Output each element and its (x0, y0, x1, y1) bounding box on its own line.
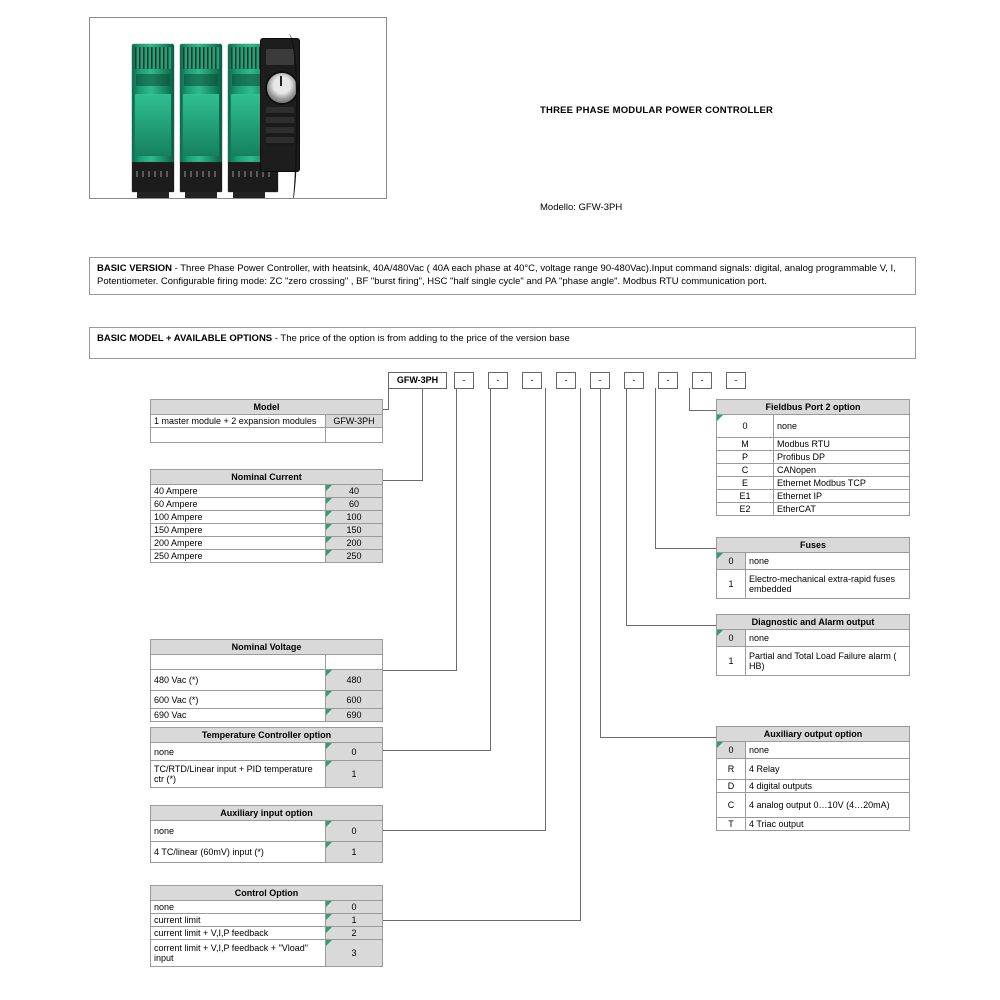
row-label: 4 Relay (746, 759, 910, 780)
table-row[interactable] (717, 415, 910, 438)
table-auxiliary-output (716, 726, 910, 831)
table-row[interactable] (151, 524, 383, 537)
row-code: M (717, 438, 774, 451)
table-fuses (716, 537, 910, 599)
table-diagnostic-alarm-header: Diagnostic and Alarm output (717, 615, 910, 630)
table-row[interactable] (151, 415, 383, 428)
row-code: C (717, 793, 746, 818)
table-row[interactable] (151, 914, 383, 927)
table-nominal-voltage (150, 639, 383, 722)
row-code: 0 (326, 743, 383, 761)
connector-auxout-v (600, 388, 601, 737)
row-code: 40 (326, 485, 383, 498)
connector-tempctrl-v (490, 388, 491, 750)
table-model-header: Model (151, 400, 383, 415)
row-code (326, 655, 383, 670)
table-nominal-current-header: Nominal Current (151, 470, 383, 485)
row-label: Ethernet Modbus TCP (774, 477, 910, 490)
table-fieldbus-port2 (716, 399, 910, 516)
table-row[interactable] (717, 759, 910, 780)
table-row[interactable] (151, 670, 383, 691)
row-code: D (717, 780, 746, 793)
row-label: CANopen (774, 464, 910, 477)
row-label (151, 428, 326, 443)
row-code: 0 (326, 901, 383, 914)
connector-fuses-h (655, 548, 717, 549)
table-row[interactable] (717, 742, 910, 759)
basic-model-note (89, 327, 916, 359)
row-code: 0 (717, 415, 774, 438)
basic-version-text: - Three Phase Power Controller, with heatsink, 40A/480Vac ( 40A each phase at 40°C, voltage range 90-480Vac).Input command signals: digital, analog programmable V, I, Potentiometer. Configurable firing mode: ZC "zero crossing" , BF "burst firing", HSC "half single cycle" and PA "phase angle". Modbus RTU communication port. (97, 263, 896, 287)
table-row[interactable] (717, 570, 910, 599)
table-row[interactable] (151, 842, 383, 863)
table-row[interactable] (717, 503, 910, 516)
row-label: none (746, 630, 910, 647)
table-row[interactable] (151, 743, 383, 761)
row-label: Modbus RTU (774, 438, 910, 451)
row-code: 1 (326, 842, 383, 863)
row-code: 1 (717, 570, 746, 599)
row-label: none (774, 415, 910, 438)
table-row[interactable] (717, 647, 910, 676)
row-label: none (151, 743, 326, 761)
table-auxiliary-input (150, 805, 383, 863)
table-row[interactable] (151, 709, 383, 722)
connector-voltage-v (456, 388, 457, 670)
model-label: Modello: GFW-3PH (540, 202, 623, 213)
row-label: none (746, 553, 910, 570)
table-row[interactable] (151, 691, 383, 709)
row-code: C (717, 464, 774, 477)
row-label: none (746, 742, 910, 759)
row-label: 690 Vac (151, 709, 326, 722)
code-sep-3[interactable]: - (522, 372, 542, 389)
row-label: none (151, 821, 326, 842)
connector-model-v (388, 388, 389, 409)
code-sep-9[interactable]: - (726, 372, 746, 389)
table-model (150, 399, 383, 443)
row-label: 250 Ampere (151, 550, 326, 563)
table-row[interactable] (151, 821, 383, 842)
code-sep-2[interactable]: - (488, 372, 508, 389)
basic-version-label: BASIC VERSION (97, 263, 172, 274)
code-sep-1[interactable]: - (454, 372, 474, 389)
connector-current-v (422, 388, 423, 480)
row-code: 150 (326, 524, 383, 537)
table-fieldbus-port2-header: Fieldbus Port 2 option (717, 400, 910, 415)
row-label: 4 Triac output (746, 818, 910, 831)
table-control-option (150, 885, 383, 967)
table-diagnostic-alarm (716, 614, 910, 676)
table-row[interactable] (151, 485, 383, 498)
row-label: 60 Ampere (151, 498, 326, 511)
connector-current-h (383, 480, 423, 481)
connector-voltage-h (383, 670, 457, 671)
connector-auxout-h (600, 737, 717, 738)
row-label: Partial and Total Load Failure alarm ( HB) (746, 647, 910, 676)
row-code: GFW-3PH (326, 415, 383, 428)
table-row[interactable] (151, 537, 383, 550)
connector-tempctrl-h (383, 750, 491, 751)
table-row[interactable] (151, 761, 383, 788)
connector-diag-v (626, 388, 627, 625)
row-code: 0 (717, 630, 746, 647)
table-row[interactable] (717, 464, 910, 477)
row-code: 0 (326, 821, 383, 842)
connector-control-v (580, 388, 581, 920)
table-auxiliary-input-header: Auxiliary input option (151, 806, 383, 821)
row-code: 0 (717, 742, 746, 759)
row-label: Ethernet IP (774, 490, 910, 503)
table-row[interactable] (717, 793, 910, 818)
row-code: E (717, 477, 774, 490)
row-label (151, 655, 326, 670)
table-nominal-current (150, 469, 383, 563)
row-label: 480 Vac (*) (151, 670, 326, 691)
code-sep-4[interactable]: - (556, 372, 576, 389)
row-code: E1 (717, 490, 774, 503)
row-code: 1 (717, 647, 746, 676)
code-sep-5[interactable]: - (590, 372, 610, 389)
row-label: TC/RTD/Linear input + PID temperature ctr (*) (151, 761, 326, 788)
row-label: 4 digital outputs (746, 780, 910, 793)
power-module-1 (132, 44, 174, 192)
table-control-option-header: Control Option (151, 886, 383, 901)
table-row[interactable] (151, 498, 383, 511)
device-illustration (132, 32, 297, 192)
connector-fuses-v (655, 388, 656, 548)
row-label: 1 master module + 2 expansion modules (151, 415, 326, 428)
connector-fieldbus-v (689, 388, 690, 410)
row-code: 100 (326, 511, 383, 524)
row-code: 1 (326, 914, 383, 927)
power-module-2 (180, 44, 222, 192)
table-row[interactable] (717, 438, 910, 451)
row-code: 1 (326, 761, 383, 788)
row-label: 150 Ampere (151, 524, 326, 537)
table-row[interactable] (717, 490, 910, 503)
basic-model-label: BASIC MODEL + AVAILABLE OPTIONS (97, 333, 273, 344)
table-row[interactable] (717, 451, 910, 464)
table-fuses-header: Fuses (717, 538, 910, 553)
page-title: THREE PHASE MODULAR POWER CONTROLLER (540, 105, 774, 116)
row-code: 690 (326, 709, 383, 722)
row-label: Profibus DP (774, 451, 910, 464)
connector-diag-h (626, 625, 717, 626)
row-label: Electro-mechanical extra-rapid fuses embedded (746, 570, 910, 599)
row-code: 250 (326, 550, 383, 563)
row-code: T (717, 818, 746, 831)
row-label: 40 Ampere (151, 485, 326, 498)
row-label: EtherCAT (774, 503, 910, 516)
row-code: 200 (326, 537, 383, 550)
row-label: 100 Ampere (151, 511, 326, 524)
table-temperature-controller (150, 727, 383, 788)
table-row[interactable] (151, 655, 383, 670)
table-temperature-controller-header: Temperature Controller option (151, 728, 383, 743)
product-photo (89, 17, 387, 199)
table-row[interactable] (717, 630, 910, 647)
table-row[interactable] (151, 550, 383, 563)
code-sep-8[interactable]: - (692, 372, 712, 389)
table-row[interactable] (151, 428, 383, 443)
table-row[interactable] (151, 927, 383, 940)
row-label: 4 TC/linear (60mV) input (*) (151, 842, 326, 863)
row-code: R (717, 759, 746, 780)
row-code: 0 (717, 553, 746, 570)
table-auxiliary-output-header: Auxiliary output option (717, 727, 910, 742)
table-row[interactable] (717, 477, 910, 490)
basic-model-text: - The price of the option is from adding to the price of the version base (272, 333, 570, 344)
row-code: 480 (326, 670, 383, 691)
row-label: none (151, 901, 326, 914)
connection-cable (282, 34, 298, 199)
row-code: 60 (326, 498, 383, 511)
code-sep-6[interactable]: - (624, 372, 644, 389)
row-label: current limit + V,I,P feedback (151, 927, 326, 940)
connector-fieldbus-h (689, 410, 717, 411)
row-label: 4 analog output 0…10V (4…20mA) (746, 793, 910, 818)
table-nominal-voltage-header: Nominal Voltage (151, 640, 383, 655)
row-code: E2 (717, 503, 774, 516)
basic-version-note (89, 257, 916, 295)
row-label: 200 Ampere (151, 537, 326, 550)
row-label: current limit (151, 914, 326, 927)
row-code: 600 (326, 691, 383, 709)
table-row[interactable] (151, 901, 383, 914)
table-row[interactable] (151, 940, 383, 967)
row-code (326, 428, 383, 443)
row-code: 2 (326, 927, 383, 940)
code-sep-7[interactable]: - (658, 372, 678, 389)
connector-auxin-h (383, 830, 546, 831)
table-row[interactable] (151, 511, 383, 524)
table-row[interactable] (717, 780, 910, 793)
row-code: 3 (326, 940, 383, 967)
connector-model-h (383, 409, 389, 410)
table-row[interactable] (717, 553, 910, 570)
code-main-box[interactable]: GFW-3PH (388, 372, 447, 389)
row-code: P (717, 451, 774, 464)
connector-control-h (383, 920, 581, 921)
table-row[interactable] (717, 818, 910, 831)
row-label: corrent limit + V,I,P feedback + "Vload" input (151, 940, 326, 967)
row-label: 600 Vac (*) (151, 691, 326, 709)
connector-auxin-v (545, 388, 546, 830)
